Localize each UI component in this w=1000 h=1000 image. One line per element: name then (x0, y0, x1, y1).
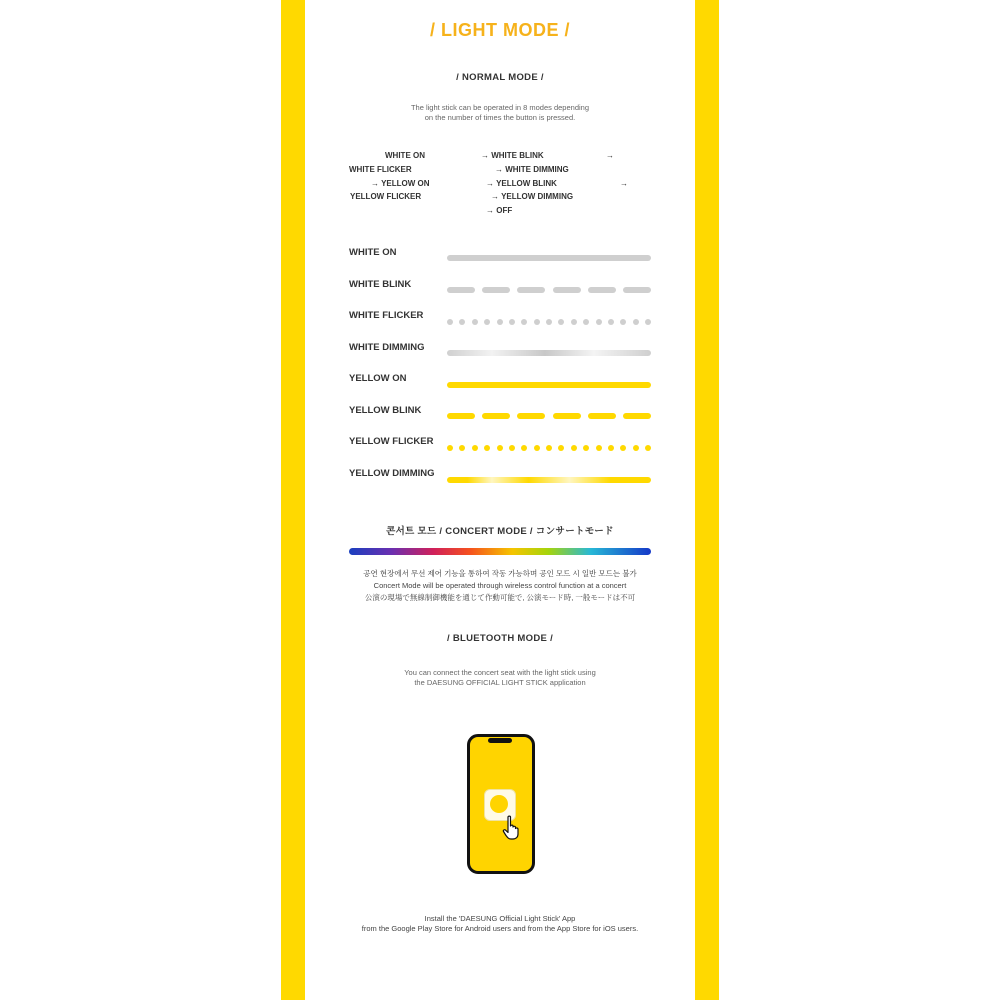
description-line: The light stick can be operated in 8 modes depending (410, 103, 590, 112)
white-flicker-bar (447, 319, 651, 325)
concert-rainbow-bar (349, 548, 651, 555)
mode-label-white-blink: WHITE BLINK (349, 279, 412, 290)
right-yellow-stripe (695, 0, 719, 1000)
description-line: on the number of times the button is pressed. (424, 113, 576, 122)
normal-mode-heading: / NORMAL MODE / (456, 72, 544, 83)
seq-off: → OFF (486, 206, 513, 215)
seq-yellow-flicker: YELLOW FLICKER (350, 192, 422, 201)
mode-label-yellow-blink: YELLOW BLINK (349, 405, 422, 416)
install-line: Install the 'DAESUNG Official Light Stick' App (424, 914, 576, 923)
seq-white-dimming: → WHITE DIMMING (495, 165, 569, 174)
seq-yellow-dimming: → YELLOW DIMMING (491, 192, 574, 201)
mode-label-yellow-on: YELLOW ON (349, 373, 407, 384)
yellow-dimming-bar (447, 477, 651, 483)
description-line: the DAESUNG OFFICIAL LIGHT STICK application (414, 678, 586, 687)
normal-mode-description (305, 103, 695, 123)
yellow-blink-bar (447, 413, 651, 419)
phone-notch (488, 738, 512, 743)
install-line: from the Google Play Store for Android users and from the App Store for iOS users. (361, 924, 639, 933)
concert-line-korean: 공연 현장에서 무선 제어 기능을 통하여 작동 가능하며 공인 모드 시 일반 모드는 불가 (363, 569, 637, 578)
mode-label-white-dimming: WHITE DIMMING (349, 342, 425, 353)
seq-yellow-blink: → YELLOW BLINK (486, 179, 557, 188)
concert-line-japanese: 公演の現場で無線制御機能を通じて作動可能で, 公演モード時, 一般モードは不可 (364, 593, 636, 602)
hand-pointer-icon (501, 815, 523, 841)
yellow-flicker-bar (447, 445, 651, 451)
white-on-bar (447, 255, 651, 261)
seq-white-flicker: WHITE FLICKER (349, 165, 412, 174)
bluetooth-description (305, 668, 695, 688)
description-line: You can connect the concert seat with the light stick using (404, 668, 596, 677)
mode-label-yellow-dimming: YELLOW DIMMING (349, 468, 435, 479)
white-dimming-bar (447, 350, 651, 356)
light-mode-title: / LIGHT MODE / (430, 20, 570, 40)
seq-arrow: → (620, 179, 628, 188)
bluetooth-mode-heading: / BLUETOOTH MODE / (446, 633, 554, 644)
mode-label-white-flicker: WHITE FLICKER (349, 310, 424, 321)
seq-white-blink: → WHITE BLINK (481, 151, 544, 160)
concert-line-english: Concert Mode will be operated through wireless control function at a concert (373, 581, 627, 590)
concert-mode-description (305, 568, 695, 604)
install-instructions (305, 914, 695, 934)
seq-arrow: → (606, 151, 614, 160)
left-yellow-stripe (281, 0, 305, 1000)
mode-label-white-on: WHITE ON (349, 247, 397, 258)
mode-label-yellow-flicker: YELLOW FLICKER (349, 436, 434, 447)
seq-white-on: WHITE ON (385, 151, 425, 160)
seq-yellow-on: → YELLOW ON (371, 179, 430, 188)
concert-mode-heading: 콘서트 모드 / CONCERT MODE / コンサートモード (386, 526, 614, 537)
yellow-on-bar (447, 382, 651, 388)
white-blink-bar (447, 287, 651, 293)
app-logo-icon (490, 795, 508, 813)
